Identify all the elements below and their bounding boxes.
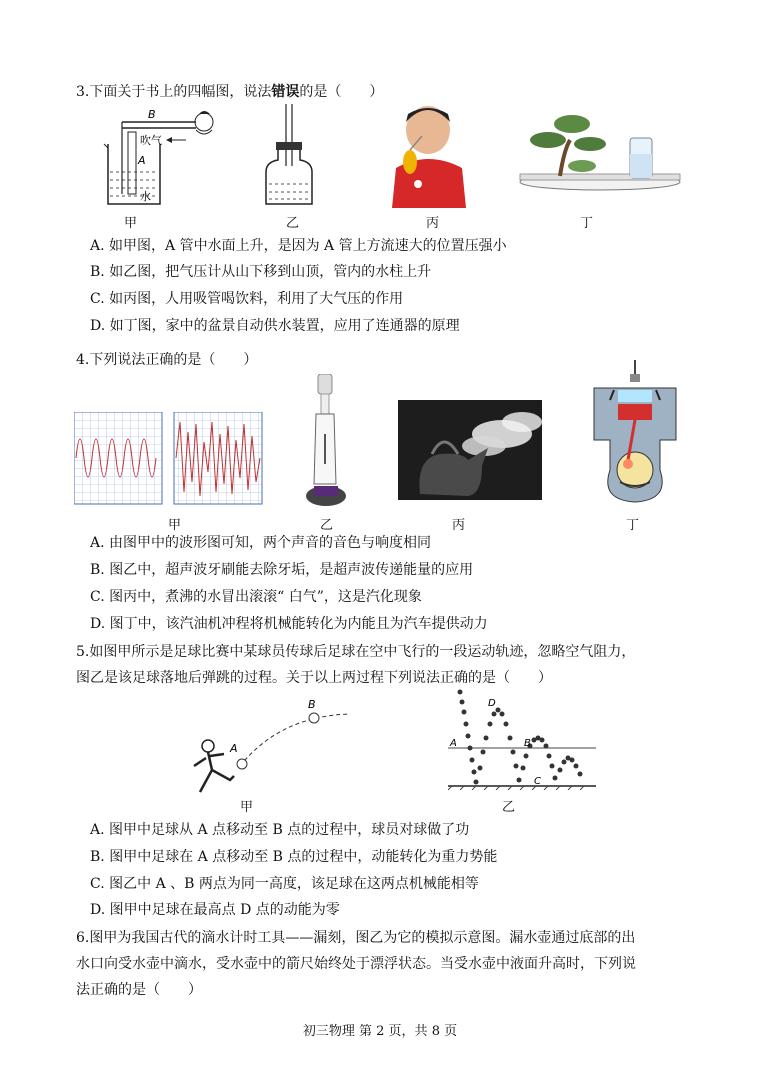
q4-figure-jia [74, 412, 266, 506]
q4-option-c: C. 图丙中，煮沸的水冒出滚滚“ 白气”，这是汽化现象 [90, 589, 422, 605]
q3-figure-jia [100, 104, 220, 210]
q5-label-b: B [308, 698, 316, 711]
q4-figure-yi [304, 374, 348, 508]
q3-stem-pre: 3.下面关于书上的四幅图，说法 [76, 84, 272, 100]
q3-option-b: B. 如乙图，把气压计从山下移到山顶，管内的水柱上升 [90, 264, 432, 280]
q4-caption-bing: 丙 [452, 518, 466, 533]
q5-figure-yi [448, 686, 598, 790]
q3-figure-yi [262, 104, 318, 210]
q6-line3: 法正确的是（ ） [76, 982, 202, 998]
q3-caption-ding: 丁 [580, 216, 594, 231]
q4-stem: 4.下列说法正确的是（ ） [76, 352, 258, 368]
q3-option-d: D. 如丁图，家中的盆景自动供水装置，应用了连通器的原理 [90, 318, 460, 334]
q3-stem-bold: 错误 [271, 84, 300, 100]
q5-label-d: D [488, 698, 496, 709]
q5-caption-jia: 甲 [240, 800, 254, 815]
q3-label-a: A [138, 154, 146, 167]
q5-option-d: D. 图甲中足球在最高点 D 点的动能为零 [90, 902, 340, 918]
q5-caption-yi: 乙 [502, 800, 516, 815]
q4-figure-ding [590, 360, 680, 504]
q4-caption-jia: 甲 [168, 518, 182, 533]
q3-caption-bing: 丙 [426, 216, 440, 231]
q3-figure-ding [518, 110, 682, 192]
q3-stem [76, 82, 383, 102]
q4-caption-ding: 丁 [626, 518, 640, 533]
page-footer: 初三物理 第 2 页，共 8 页 [302, 1024, 458, 1039]
q3-caption-yi: 乙 [286, 216, 300, 231]
q5-label-c: C [534, 776, 541, 787]
q4-figure-bing [398, 400, 542, 500]
q5-label-a: A [230, 742, 238, 755]
q3-label-b: B [148, 108, 156, 121]
q5-option-c: C. 图乙中 A 、B 两点为同一高度，该足球在这两点机械能相等 [90, 876, 479, 892]
q3-option-a: A. 如甲图，A 管中水面上升，是因为 A 管上方流速大的位置压强小 [90, 238, 507, 254]
q4-option-b: B. 图乙中，超声波牙刷能去除牙垢，是超声波传递能量的应用 [90, 562, 474, 578]
q3-label-water: 水 [140, 190, 151, 203]
q5-figure-jia [190, 696, 356, 796]
q5-stem-line1: 5.如图甲所示是足球比赛中某球员传球后足球在空中飞行的一段运动轨迹，忽略空气阻力， [76, 644, 636, 660]
q3-label-blow: 吹气 [140, 134, 162, 147]
q3-stem-post: 的是（ ） [299, 84, 384, 100]
q5-option-b: B. 图甲中足球在 A 点移动至 B 点的过程中，动能转化为重力势能 [90, 849, 498, 865]
q3-caption-jia: 甲 [124, 216, 138, 231]
q4-option-a: A. 由图甲中的波形图可知，两个声音的音色与响度相同 [90, 535, 432, 551]
q6-line2: 水口向受水壶中滴水，受水壶中的箭尺始终处于漂浮状态。当受水壶中液面升高时，下列说 [76, 956, 636, 972]
q4-option-d: D. 图丁中，该汽油机冲程将机械能转化为内能且为汽车提供动力 [90, 616, 488, 632]
q5-label-a2: A [450, 738, 457, 749]
q6-line1: 6.图甲为我国古代的滴水计时工具——漏刻，图乙为它的模拟示意图。漏水壶通过底部的出 [76, 930, 636, 946]
q5-label-b2: B [524, 738, 531, 749]
q5-option-a: A. 图甲中足球从 A 点移动至 B 点的过程中，球员对球做了功 [90, 822, 470, 838]
q4-caption-yi: 乙 [320, 518, 334, 533]
q5-stem-line2: 图乙是该足球落地后弹跳的过程。关于以上两过程下列说法正确的是（ ） [76, 670, 552, 686]
q3-figure-bing [384, 104, 470, 208]
q3-option-c: C. 如丙图，人用吸管喝饮料，利用了大气压的作用 [90, 291, 404, 307]
